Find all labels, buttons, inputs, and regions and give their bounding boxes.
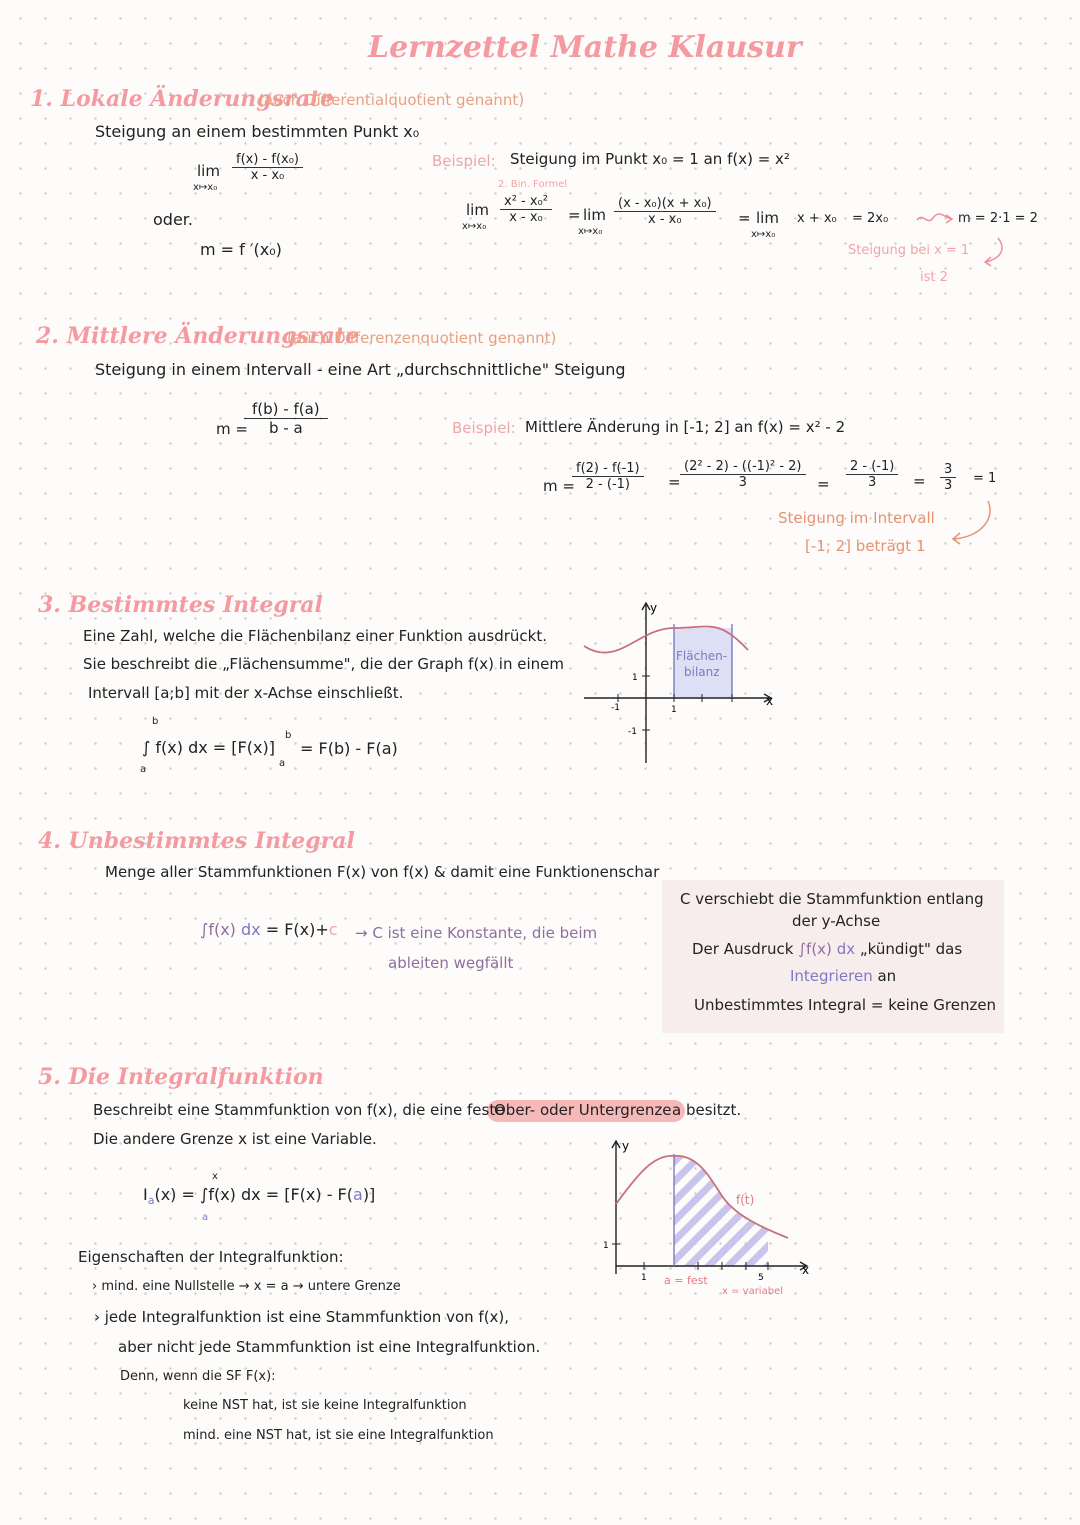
mean-rate-formula: [244, 400, 328, 437]
example-frac-1: [500, 194, 552, 225]
constant-note-2: ableiten wegfällt: [388, 954, 514, 972]
section-2-note: (auch Differenzenquotient genannt): [287, 329, 557, 347]
indef-int-symbol: ∫f(x): [200, 920, 236, 939]
squiggle-arrow-icon: [915, 212, 955, 226]
info-box-line-1: C verschiebt die Stammfunktion entlang: [680, 890, 984, 908]
section-5-heading: 5. Die Integralfunktion: [38, 1064, 324, 1090]
indefinite-integral-formula: [200, 920, 338, 939]
tick-neg1-y: -1: [628, 727, 637, 737]
calc-eq-1: =: [668, 473, 681, 491]
derivative-formula: m = f ′(x₀): [200, 240, 282, 259]
formula-I-sub: a: [147, 1194, 155, 1208]
calc-frac-2-den: 3: [738, 475, 747, 490]
section-5-line-1a: Beschreibt eine Stammfunktion von f(x), die eine feste: [93, 1101, 505, 1119]
calc-frac-1-den: 2 - (-1): [585, 477, 630, 492]
bracket-lower-bound: a: [279, 758, 286, 769]
example-1-label: Beispiel:: [432, 152, 496, 170]
formula-end: )]: [362, 1185, 376, 1204]
tick-1-x: 1: [641, 1273, 647, 1283]
section-5-line-1-highlight: Ober- oder Untergrenze: [494, 1101, 672, 1119]
section-4-heading: 4. Unbestimmtes Integral: [38, 828, 355, 854]
calc-frac-3-den: 3: [868, 475, 877, 490]
example-lim-3: lim: [756, 209, 779, 227]
diff-quotient: [232, 152, 303, 183]
example-m-result: m = 2·1 = 2: [958, 211, 1038, 226]
info-box-integrieren: Integrieren: [790, 967, 873, 985]
page-title: Lernzettel Mathe Klausur: [368, 30, 802, 65]
section-1-heading: 1. Lokale Änderungsrate: [30, 86, 335, 112]
example-lim-3-sub: x↦x₀: [751, 229, 776, 240]
integral-function-graph: [598, 1134, 818, 1304]
definite-integral-rhs: = F(b) - F(a): [300, 739, 398, 758]
info-box-dx: dx: [836, 940, 856, 958]
info-box-line-4: [790, 967, 896, 985]
example-lim-2: lim: [583, 206, 606, 224]
interval-note-1: Steigung im Intervall: [778, 509, 935, 527]
info-box-int: ∫f(x): [798, 940, 832, 958]
mean-rate-num: f(b) - f(a): [244, 400, 328, 419]
graph-x-label: x: [766, 694, 774, 708]
property-2b: aber nicht jede Stammfunktion ist eine Integralfunktion.: [118, 1338, 541, 1356]
example-lim-1-sub: x↦x₀: [462, 221, 487, 232]
calc-frac-3-num: 2 - (-1): [846, 459, 898, 475]
bracket-upper-bound: b: [285, 730, 292, 741]
info-box-line-2: der y-Achse: [792, 912, 881, 930]
graph-x-label: x: [802, 1263, 810, 1277]
calc-frac-1: [572, 461, 644, 492]
diff-quotient-num: f(x) - f(x₀): [232, 152, 303, 168]
integral-function-upper: x: [212, 1171, 218, 1182]
calc-frac-1-num: f(2) - f(-1): [572, 461, 644, 477]
example-eq-1: =: [568, 206, 581, 224]
example-frac-2-den: x - x₀: [648, 212, 682, 227]
lim-label: lim: [197, 162, 220, 180]
property-2: › jede Integralfunktion ist eine Stammfunktion von f(x),: [94, 1308, 510, 1326]
indef-int-dx: dx: [241, 920, 261, 939]
property-2c: Denn, wenn die SF F(x):: [120, 1369, 276, 1384]
section-4-desc: Menge aller Stammfunktionen F(x) von f(x) & damit eine Funktionenschar: [105, 863, 660, 881]
section-1-note: (auch Differentialquotient genannt): [258, 91, 525, 109]
formula-I: I: [143, 1185, 148, 1204]
calc-frac-4-den: 3: [944, 478, 953, 493]
section-3-line-2: Sie beschreibt die „Flächensumme", die der Graph f(x) in einem: [83, 655, 564, 673]
tick-1-x: 1: [671, 705, 677, 715]
area-balance-graph: [578, 598, 788, 768]
calc-frac-2: [680, 459, 806, 490]
calc-eq-3: =: [913, 472, 926, 490]
calc-frac-3: [846, 459, 898, 490]
lim-subscript: x↦x₀: [193, 182, 218, 193]
example-frac-1-den: x - x₀: [509, 210, 543, 225]
example-note-1: Steigung bei x = 1: [848, 243, 970, 258]
calc-frac-4: [940, 462, 956, 493]
indef-int-c: c: [328, 920, 338, 939]
formula-rest: (x) = ∫f(x) dx = [F(x) - F(: [154, 1185, 353, 1204]
integral-function-formula: [143, 1185, 375, 1207]
example-result: = 2x₀: [852, 211, 889, 226]
properties-title: Eigenschaften der Integralfunktion:: [78, 1248, 344, 1266]
example-1-text: Steigung im Punkt x₀ = 1 an f(x) = x²: [510, 150, 790, 168]
a-fixed-label: a = fest: [664, 1274, 708, 1287]
section-3-line-1: Eine Zahl, welche die Flächenbilanz einer Funktion ausdrückt.: [83, 627, 547, 645]
info-box-line-3b: „kündigt" das: [859, 940, 963, 958]
info-box-line-3a: Der Ausdruck: [692, 940, 794, 958]
example-eq-2: =: [738, 209, 751, 227]
section-2-desc: Steigung in einem Intervall - eine Art „durchschnittliche" Steigung: [95, 360, 626, 379]
calc-frac-2-num: (2² - 2) - ((-1)² - 2): [680, 459, 806, 475]
tick-1-y: 1: [632, 673, 638, 683]
integral-function-lower: a: [202, 1212, 209, 1223]
calc-result: = 1: [973, 471, 997, 486]
section-1-desc: Steigung an einem bestimmten Punkt x₀: [95, 122, 420, 141]
integral-lower-bound: a: [140, 764, 147, 775]
section-3-line-3: Intervall [a;b] mit der x-Achse einschließt.: [88, 684, 404, 702]
section-3-heading: 3. Bestimmtes Integral: [38, 592, 323, 618]
graph-y-label: y: [622, 1139, 630, 1153]
indef-int-mid: = F(x)+: [265, 920, 329, 939]
integral-upper-bound: b: [152, 716, 159, 727]
info-box-an: an: [877, 967, 897, 985]
example-note-2: ist 2: [920, 270, 948, 285]
calc-eq-2: =: [817, 475, 830, 493]
curve-label: f(t): [736, 1193, 755, 1207]
area-label-2: bilanz: [684, 665, 720, 679]
example-2-label: Beispiel:: [452, 419, 516, 437]
diff-quotient-den: x - x₀: [250, 168, 285, 183]
curved-arrow-icon: [946, 497, 998, 545]
tick-1-y: 1: [603, 1241, 609, 1251]
info-box-line-5: Unbestimmtes Integral = keine Grenzen: [694, 996, 997, 1014]
graph-y-label: y: [650, 601, 658, 615]
property-3: keine NST hat, ist sie keine Integralfunktion: [183, 1398, 467, 1413]
example-frac-2-num: (x - x₀)(x + x₀): [614, 196, 716, 212]
mean-m-label: m =: [216, 420, 248, 438]
example-2-text: Mittlere Änderung in [-1; 2] an f(x) = x² - 2: [525, 418, 846, 436]
property-4: mind. eine NST hat, ist sie eine Integralfunktion: [183, 1428, 494, 1443]
calc-frac-4-num: 3: [940, 462, 956, 478]
property-1: › mind. eine Nullstelle → x = a → untere Grenze: [92, 1279, 401, 1294]
info-box-line-3: [692, 940, 962, 958]
section-5-line-2: Die andere Grenze x ist eine Variable.: [93, 1130, 377, 1148]
section-2-heading: 2. Mittlere Änderungsrate: [36, 323, 360, 349]
mean-rate-den: b - a: [268, 419, 303, 437]
formula-a: a: [353, 1185, 363, 1204]
section-5-line-1b: a besitzt.: [672, 1101, 742, 1119]
area-shading: [674, 628, 732, 698]
binom-note: 2. Bin. Formel: [498, 179, 568, 190]
x-variable-label: x = variabel: [722, 1286, 783, 1297]
curved-arrow-icon: [978, 236, 1008, 268]
tick-neg1-x: -1: [611, 703, 620, 713]
interval-note-2: [-1; 2] beträgt 1: [805, 537, 926, 555]
tick-5-x: 5: [758, 1273, 764, 1283]
calc-m-label: m =: [543, 477, 575, 495]
example-frac-2: [614, 196, 716, 227]
example-result-expr: x + x₀: [797, 211, 837, 226]
example-lim-2-sub: x↦x₀: [578, 226, 603, 237]
example-lim-1: lim: [466, 201, 489, 219]
example-frac-1-num: x² - x₀²: [500, 194, 552, 210]
area-label-1: Flächen-: [676, 649, 728, 663]
definite-integral-formula: ∫ f(x) dx = [F(x)]: [142, 738, 275, 757]
constant-note-1: → C ist eine Konstante, die beim: [355, 924, 598, 942]
oder-label: oder.: [153, 210, 193, 229]
hatched-area: [674, 1156, 768, 1266]
